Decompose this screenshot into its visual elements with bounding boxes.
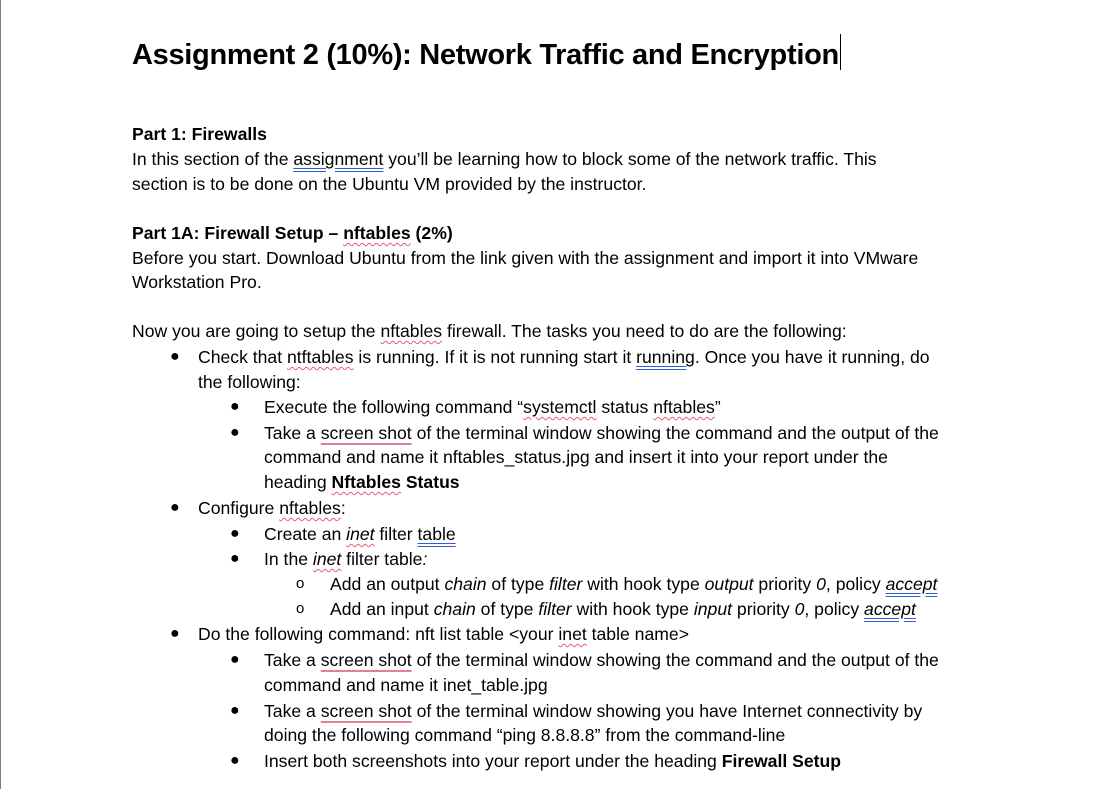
bullet1-line2: the following: [198, 372, 301, 392]
grammar-flag[interactable]: accept [864, 599, 916, 619]
spelling-flag[interactable]: nftables [653, 397, 715, 417]
spelling-flag[interactable]: Nftables [331, 472, 401, 492]
spelling-flag[interactable]: screen shot [320, 423, 412, 443]
spelling-flag[interactable]: screen shot [320, 650, 412, 670]
grammar-flag[interactable]: running [636, 347, 695, 367]
spelling-flag[interactable]: systemctl [523, 397, 597, 417]
bullet3-line1: Do the following command: nft list table <your inet table name> [198, 624, 689, 644]
intro-paragraph: Now you are going to setup the nftables firewall. The tasks you need to do are the following: [132, 321, 847, 341]
bullet1-sub1: Execute the following command “systemctl status nftables” [264, 397, 721, 417]
bullet1-sub2-line1: Take a screen shot of the terminal window showing the command and the output of the [264, 423, 939, 443]
bullet-marker: ● [170, 348, 180, 365]
bullet-marker: ● [230, 752, 240, 769]
bullet3-sub2-line2: doing the following command “ping 8.8.8.8” from the command-line [264, 725, 786, 745]
circle-marker: o [296, 600, 305, 617]
bullet3-sub3: Insert both screenshots into your report under the heading Firewall Setup [264, 751, 842, 771]
bullet-marker: ● [230, 702, 240, 719]
bullet-marker: ● [230, 398, 240, 415]
bullet2-line1: Configure nftables: [198, 498, 346, 518]
bullet1-line1: Check that ntftables is running. If it is not running start it running. Once you have it running, do [198, 347, 930, 367]
page-edge [0, 0, 1, 789]
bullet-marker: ● [230, 525, 240, 542]
bullet-marker: ● [230, 651, 240, 668]
bullet1-sub2-line2: command and name it nftables_status.jpg and insert it into your report under the [264, 447, 888, 467]
spelling-flag[interactable]: ntftables [287, 347, 354, 367]
bullet-marker: ● [230, 424, 240, 441]
grammar-flag[interactable]: assignment [293, 149, 384, 169]
grammar-flag[interactable]: table [417, 524, 456, 544]
bullet-marker: ● [170, 625, 180, 642]
grammar-flag[interactable]: accept [885, 574, 938, 594]
spelling-flag[interactable]: screen shot [320, 701, 412, 721]
spelling-flag[interactable]: nftables [279, 498, 341, 518]
part1a-paragraph-line2: Workstation Pro. [132, 272, 262, 292]
part1-paragraph-line1: In this section of the assignment you’ll be learning how to block some of the network traffic. This [132, 149, 877, 169]
text-cursor [840, 34, 841, 70]
bullet-marker: ● [230, 550, 240, 567]
bullet2-sub2: In the inet filter table: [264, 549, 428, 569]
part1a-paragraph-line1: Before you start. Download Ubuntu from the link given with the assignment and import it into VMware [132, 248, 919, 268]
part1a-heading: Part 1A: Firewall Setup – nftables (2%) [132, 223, 453, 243]
bullet-marker: ● [170, 499, 180, 516]
bullet3-sub1-line1: Take a screen shot of the terminal window showing the command and the output of the [264, 650, 939, 670]
bullet3-sub1-line2: command and name it inet_table.jpg [264, 675, 548, 695]
spelling-flag[interactable]: nftables [343, 223, 411, 243]
bullet3-sub2-line1: Take a screen shot of the terminal window showing you have Internet connectivity by [264, 701, 923, 721]
spelling-flag[interactable]: inet [312, 549, 342, 569]
bullet2-subsub1: Add an output chain of type filter with hook type output priority 0, policy accept [330, 574, 938, 594]
bullet2-subsub2: Add an input chain of type filter with hook type input priority 0, policy accept [330, 599, 916, 619]
part1-paragraph-line2: section is to be done on the Ubuntu VM provided by the instructor. [132, 174, 647, 194]
circle-marker: o [296, 575, 305, 592]
bullet2-sub1: Create an inet filter table [264, 524, 456, 544]
spelling-flag[interactable]: inet [346, 524, 375, 544]
part1-heading: Part 1: Firewalls [132, 124, 267, 144]
spelling-flag[interactable]: nftables [380, 321, 443, 341]
title-text: Assignment 2 (10%): Network Traffic and Encryption [132, 39, 839, 71]
spelling-flag[interactable]: inet [558, 624, 587, 644]
bullet1-sub2-line3: heading Nftables Status [264, 472, 460, 492]
document-title[interactable] [132, 34, 841, 72]
